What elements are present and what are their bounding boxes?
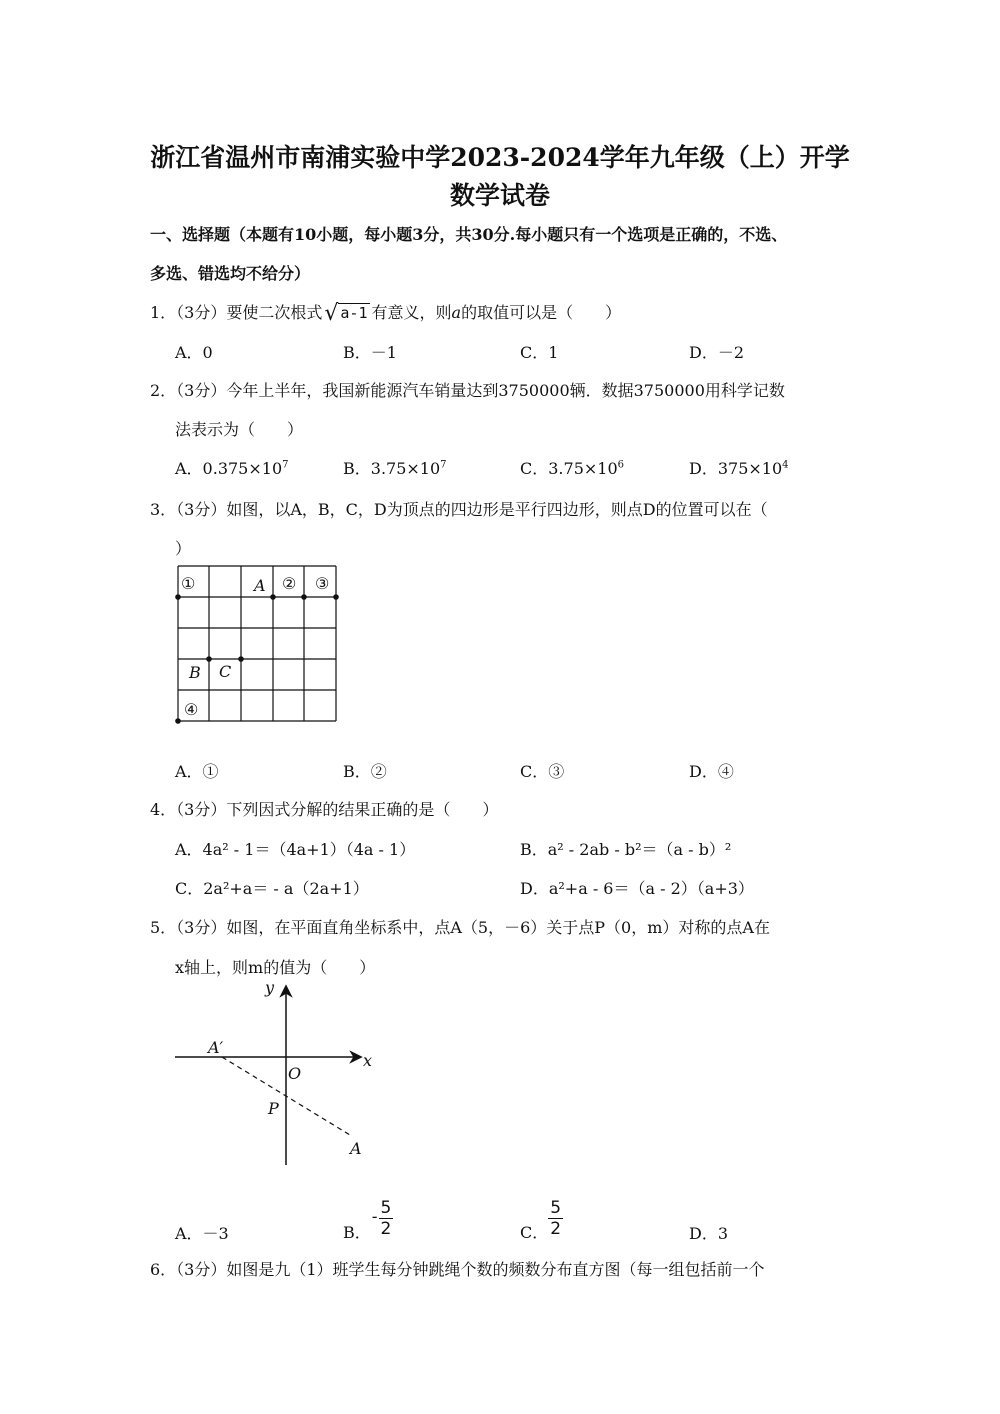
q1-text-after-b: 的取值可以是（ ） bbox=[461, 303, 622, 322]
label-c: C bbox=[219, 662, 232, 681]
q4-option-d[interactable]: D．a²+a - 6＝（a - 2）（a+3） bbox=[520, 879, 754, 898]
q5-b-prefix: B． bbox=[343, 1223, 371, 1242]
label-circled-1: ① bbox=[181, 574, 196, 593]
q2-b-base: B．3.75×10 bbox=[343, 459, 441, 478]
label-a: A bbox=[254, 576, 266, 595]
q3-option-d[interactable]: D．④ bbox=[689, 762, 734, 781]
question-1-stem bbox=[150, 300, 621, 326]
q1-text-before: 1．（3分）要使二次根式 bbox=[150, 303, 323, 322]
q2-option-c[interactable] bbox=[520, 456, 624, 479]
q2-a-base: A．0.375×10 bbox=[175, 459, 283, 478]
q1-var: a bbox=[451, 303, 462, 322]
q1-text-after-a: 有意义，则 bbox=[371, 303, 452, 322]
point-3 bbox=[333, 594, 339, 600]
section-heading-line2: 多选、错选均不给分） bbox=[150, 264, 311, 283]
q5-coordinate-figure bbox=[170, 975, 390, 1175]
label-o: O bbox=[288, 1064, 302, 1083]
q3-grid-figure bbox=[170, 560, 350, 730]
q2-option-d[interactable] bbox=[689, 456, 789, 479]
label-circled-4: ④ bbox=[184, 700, 199, 719]
point-a bbox=[270, 594, 276, 600]
point-b bbox=[206, 656, 212, 662]
q1-option-b[interactable]: B．－1 bbox=[343, 343, 397, 362]
label-circled-2: ② bbox=[282, 574, 297, 593]
q2-option-a[interactable] bbox=[175, 456, 289, 479]
section-heading-line1: 一、选择题（本题有10小题，每小题3分，共30分.每小题只有一个选项是正确的，不选、 bbox=[150, 225, 788, 244]
q2-d-base: D．375×10 bbox=[689, 459, 783, 478]
label-y: y bbox=[265, 978, 275, 997]
q5-b-den: 2 bbox=[380, 1219, 392, 1239]
q1-option-d[interactable]: D．－2 bbox=[689, 343, 745, 362]
q2-c-exp: 6 bbox=[617, 459, 625, 471]
label-a: A bbox=[350, 1139, 362, 1158]
question-6-line1: 6．（3分）如图是九（1）班学生每分钟跳绳个数的频数分布直方图（每一组包括前一个 bbox=[150, 1260, 765, 1279]
question-4-stem: 4．（3分）下列因式分解的结果正确的是（ ） bbox=[150, 800, 499, 819]
label-x: x bbox=[363, 1051, 373, 1070]
square-root-expression: √ a-1 bbox=[324, 301, 368, 326]
point-4 bbox=[175, 718, 181, 724]
question-2-line1: 2．（3分）今年上半年，我国新能源汽车销量达到3750000辆．数据3750000用科学记数 bbox=[150, 381, 785, 400]
q5-c-fraction bbox=[548, 1198, 563, 1239]
q2-c-base: C．3.75×10 bbox=[520, 459, 618, 478]
question-5-line1: 5．（3分）如图，在平面直角坐标系中，点A（5，－6）关于点P（0，m）对称的点A在 bbox=[150, 918, 770, 937]
q4-option-a[interactable]: A．4a² - 1＝（4a+1）（4a - 1） bbox=[175, 840, 416, 859]
point-1 bbox=[175, 594, 181, 600]
q5-b-num: 5 bbox=[380, 1198, 392, 1218]
q2-option-b[interactable] bbox=[343, 456, 447, 479]
question-5-line2: x轴上，则m的值为（ ） bbox=[175, 958, 376, 977]
point-c bbox=[238, 656, 244, 662]
point-2 bbox=[301, 594, 307, 600]
q3-option-c[interactable]: C．③ bbox=[520, 762, 565, 781]
q3-option-a[interactable]: A．① bbox=[175, 762, 219, 781]
q4-option-b[interactable]: B．a² - 2ab - b²＝（a - b）² bbox=[520, 840, 732, 859]
label-a-prime: A′ bbox=[208, 1038, 224, 1057]
q3-option-b[interactable]: B．② bbox=[343, 762, 387, 781]
q1-radicand: a-1 bbox=[340, 304, 368, 322]
q2-d-exp: 4 bbox=[782, 459, 789, 471]
page-title-line1: 浙江省温州市南浦实验中学2023-2024学年九年级（上）开学 bbox=[150, 143, 850, 172]
q5-b-sign: - bbox=[371, 1207, 378, 1226]
question-3-line1: 3．（3分）如图，以A，B，C，D为顶点的四边形是平行四边形，则点D的位置可以在（ bbox=[150, 500, 768, 519]
q5-c-den: 2 bbox=[550, 1219, 562, 1239]
q5-option-c[interactable] bbox=[520, 1194, 563, 1243]
label-p: P bbox=[268, 1099, 279, 1118]
q2-b-exp: 7 bbox=[440, 459, 447, 471]
q5-b-fraction bbox=[379, 1198, 394, 1239]
q2-a-exp: 7 bbox=[282, 459, 289, 471]
q5-option-a[interactable]: A．－3 bbox=[175, 1224, 229, 1243]
q5-c-num: 5 bbox=[550, 1198, 562, 1218]
q4-option-c[interactable]: C．2a²+a＝ - a（2a+1） bbox=[175, 879, 369, 898]
q5-option-b[interactable] bbox=[343, 1194, 393, 1243]
label-circled-3: ③ bbox=[315, 574, 330, 593]
label-b: B bbox=[189, 663, 201, 682]
q1-option-a[interactable]: A．0 bbox=[175, 343, 213, 362]
q5-option-d[interactable]: D．3 bbox=[689, 1224, 729, 1243]
q1-option-c[interactable]: C．1 bbox=[520, 343, 559, 362]
q5-c-prefix: C． bbox=[520, 1223, 549, 1242]
question-3-line2: ） bbox=[175, 539, 192, 558]
page-title-line2: 数学试卷 bbox=[449, 181, 550, 210]
question-2-line2: 法表示为（ ） bbox=[175, 420, 304, 439]
